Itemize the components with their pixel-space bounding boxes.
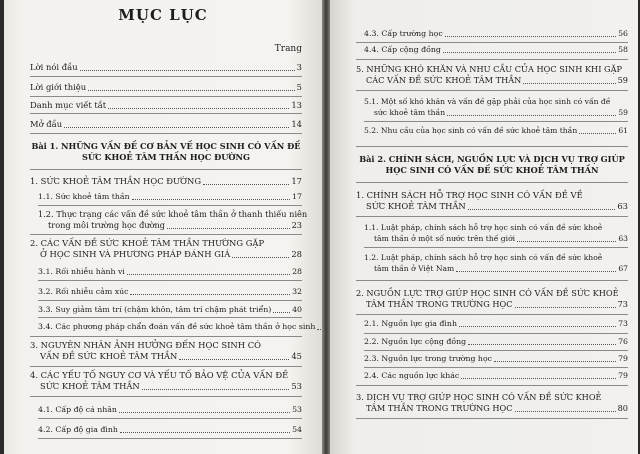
toc-entry[interactable]: 4. CÁC YẾU TỐ NGUY CƠ VÀ YẾU TỐ BẢO VỆ CỦA VẤN ĐỀ SỨC KHOẺ TÂM THẦN 53 [30,370,302,391]
chapter-heading: Bài 1. NHỮNG VẤN ĐỀ CƠ BẢN VỀ HỌC SINH CÓ VẤN ĐỀ SỨC KHOẺ TÂM THẦN HỌC ĐƯỜNG [31,141,301,162]
toc-entry[interactable]: 4.3. Cấp trường học 56 [364,29,628,38]
toc-entry[interactable]: 2. CÁC VẤN ĐỀ SỨC KHOẺ TÂM THẦN THƯỜNG GẶP Ở HỌC SINH VÀ PHƯƠNG PHÁP ĐÁNH GIÁ 28 [30,238,302,259]
toc-entry[interactable]: 2. NGUỒN LỰC TRỢ GIÚP HỌC SINH CÓ VẤN ĐỀ SỨC KHOẺ TÂM THẦN TRONG TRƯỜNG HỌC 73 [356,288,628,309]
toc-entry[interactable]: 3.2. Rối nhiễu cảm xúc 32 [38,287,302,296]
toc-entry[interactable]: 1.1. Sức khoẻ tâm thần 17 [38,192,302,201]
toc-entry[interactable]: 3. NGUYÊN NHÂN ẢNH HƯỞNG ĐẾN HỌC SINH CÓ VẤN ĐỀ SỨC KHOẺ TÂM THẦN 45 [30,340,302,361]
toc-entry[interactable]: 2.4. Các nguồn lực khác 79 [364,371,628,380]
toc-entry[interactable]: Lời nói đầu 3 [30,62,302,72]
toc-entry[interactable]: 4.4. Cấp cộng đồng 58 [364,45,628,54]
toc-entry[interactable]: 4.2. Cấp độ gia đình 54 [38,425,302,434]
page-column-header: Trang [274,44,302,54]
toc-entry[interactable]: 5.1. Một số khó khăn và vấn đề gặp phải của học sinh có vấn đề sức khoẻ tâm thần 59 [364,97,628,117]
toc-entry[interactable]: Danh mục viết tắt 13 [30,100,302,110]
chapter-heading: Bài 2. CHÍNH SÁCH, NGUỒN LỰC VÀ DỊCH VỤ TRỢ GIÚP HỌC SINH CÓ VẤN ĐỀ SỨC KHOẺ TÂM THẦN [359,154,625,175]
toc-entry[interactable]: 3. DỊCH VỤ TRỢ GIÚP HỌC SINH CÓ VẤN ĐỀ SỨC KHOẺ TÂM THẦN TRONG TRƯỜNG HỌC 80 [356,392,628,413]
page-title: MỤC LỤC [118,6,208,24]
toc-entry[interactable]: 5. NHỮNG KHÓ KHĂN VÀ NHU CẦU CỦA HỌC SINH KHI GẶP CÁC VẤN ĐỀ SỨC KHOẺ TÂM THẦN 59 [356,64,628,85]
toc-entry[interactable]: 3.1. Rối nhiễu hành vi 28 [38,267,302,276]
toc-entry[interactable]: 2.2. Nguồn lực cộng đồng 76 [364,337,628,346]
toc-entry[interactable]: 4.1. Cấp độ cá nhân 53 [38,405,302,414]
toc-entry[interactable]: 2.3. Nguồn lực trong trường học 79 [364,354,628,363]
toc-entry[interactable]: 1.2. Thực trạng các vấn đề sức khoẻ tâm thần ở thanh thiếu niên trong môi trường học đường 23 [38,209,308,230]
toc-entry[interactable]: 1. CHÍNH SÁCH HỖ TRỢ HỌC SINH CÓ VẤN ĐỀ VỀ SỨC KHOẺ TÂM THẦN 63 [356,190,628,211]
right-page [330,0,638,454]
toc-entry[interactable]: 1.1. Luật pháp, chính sách hỗ trợ học sinh có vấn đề sức khoẻ tâm thần ở một số nước trên thế giới 63 [364,223,628,243]
toc-entry[interactable]: 5.2. Nhu cầu của học sinh có vấn đề sức khoẻ tâm thần 61 [364,126,628,135]
toc-entry[interactable]: Mở đầu 14 [30,119,302,129]
toc-entry[interactable]: 1.2. Luật pháp, chính sách hỗ trợ học sinh có vấn đề sức khoẻ tâm thần ở Việt Nam 67 [364,253,628,273]
toc-entry[interactable]: 1. SỨC KHOẺ TÂM THẦN HỌC ĐƯỜNG 17 [30,176,302,186]
toc-entry[interactable]: 2.1. Nguồn lực gia đình 73 [364,319,628,328]
book-gutter [322,0,330,454]
toc-entry[interactable]: 3.4. Các phương pháp chẩn đoán vấn đề sức khoẻ tâm thần ở học sinh [38,321,302,332]
left-page [4,0,322,454]
toc-entry[interactable]: 3.3. Suy giảm tâm trí (chậm khôn, tâm trí chậm phát triển) 40 [38,305,302,314]
toc-entry[interactable]: Lời giới thiệu 5 [30,82,302,92]
